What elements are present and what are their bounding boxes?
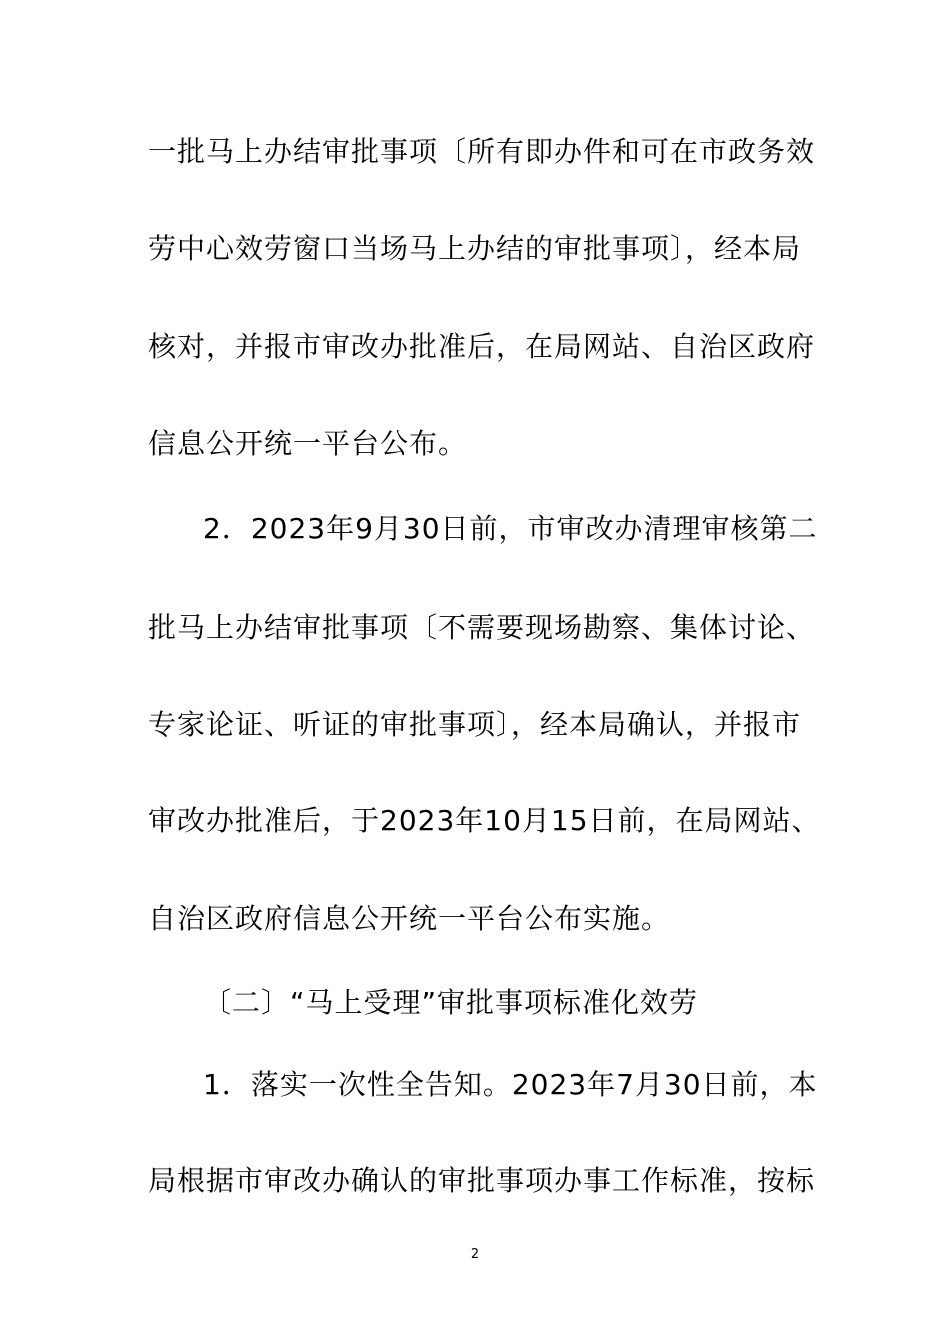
text-line-12: 局根据市审改办确认的审批事项办事工作标准，按标 <box>148 1164 816 1197</box>
text-line-3: 核对，并报市审改办批准后，在局网站、自治区政府 <box>148 330 816 363</box>
text-line-1: 一批马上办结审批事项〔所有即办件和可在市政务效 <box>148 135 816 168</box>
text-line-5: 2．2023年9月30日前，市审改办清理审核第二 <box>203 512 818 545</box>
text-line-11: 1．落实一次性全告知。2023年7月30日前，本 <box>203 1068 818 1101</box>
section-heading: 〔二〕“马上受理”审批事项标准化效劳 <box>203 986 699 1019</box>
text-line-4: 信息公开统一平台公布。 <box>148 427 468 460</box>
text-line-6: 批马上办结审批事项〔不需要现场勘察、集体讨论、 <box>148 611 816 644</box>
text-line-2: 劳中心效劳窗口当场马上办结的审批事项〕，经本局 <box>148 232 802 265</box>
text-line-9: 自治区政府信息公开统一平台公布实施。 <box>148 902 671 935</box>
text-line-7: 专家论证、听证的审批事项〕，经本局确认，并报市 <box>148 708 802 741</box>
page-number: 2 <box>470 1247 480 1262</box>
text-line-8: 审改办批准后，于2023年10月15日前，在局网站、 <box>148 804 821 837</box>
